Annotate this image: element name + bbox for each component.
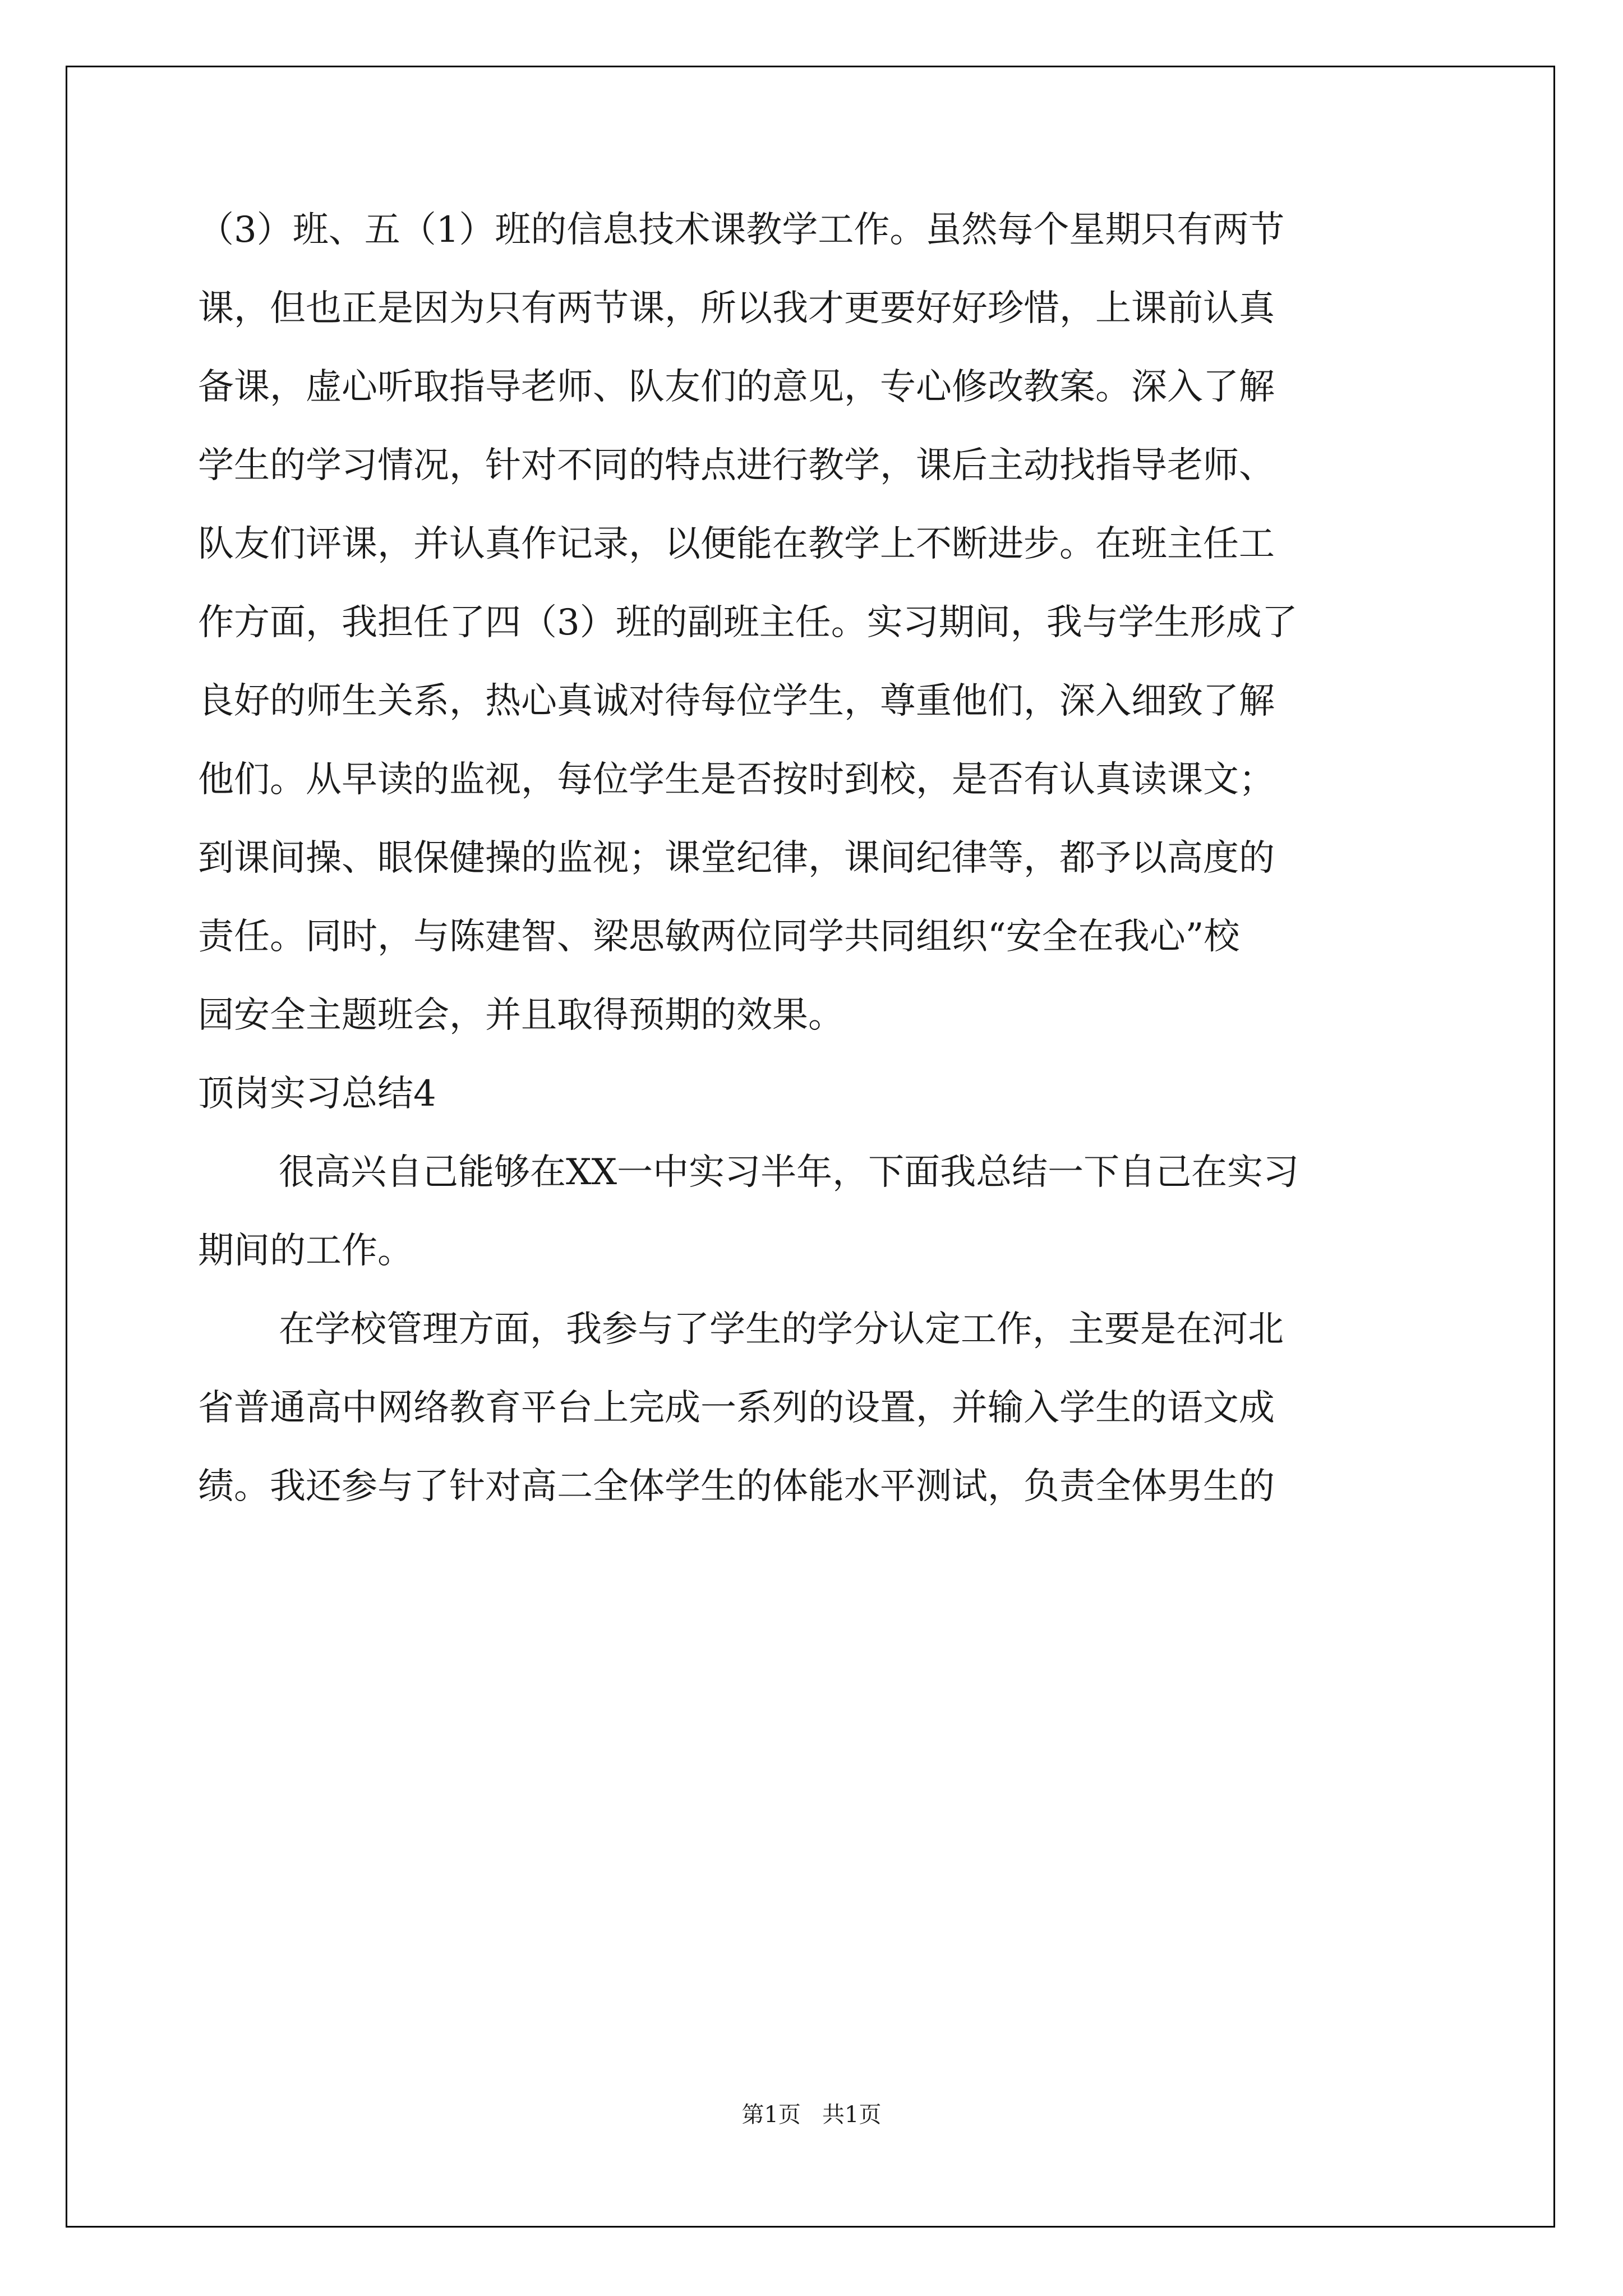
body-line: 绩。我还参与了针对高二全体学生的体能水平测试，负责全体男生的 <box>198 1466 1275 1507</box>
body-line: 队友们评课，并认真作记录，以便能在教学上不断进步。在班主任工 <box>198 523 1275 565</box>
page-number: 第1页 共1页 <box>741 2102 882 2128</box>
body-line: 园安全主题班会，并且取得预期的效果。 <box>198 995 844 1036</box>
body-line: 到课间操、眼保健操的监视；课堂纪律，课间纪律等，都予以高度的 <box>198 838 1275 879</box>
section-heading: 顶岗实习总结4 <box>198 1073 436 1115</box>
body-line: 很高兴自己能够在XX一中实习半年，下面我总结一下自己在实习 <box>279 1152 1299 1193</box>
body-line: 学生的学习情况，针对不同的特点进行教学，课后主动找指导老师、 <box>198 445 1275 486</box>
body-line: 他们。从早读的监视，每位学生是否按时到校，是否有认真读课文； <box>198 759 1275 800</box>
body-line: 作方面，我担任了四（3）班的副班主任。实习期间，我与学生形成了 <box>198 602 1298 643</box>
body-line: （3）班、五（1）班的信息技术课教学工作。虽然每个星期只有两节 <box>198 209 1285 251</box>
body-line: 备课，虚心听取指导老师、队友们的意见，专心修改教案。深入了解 <box>198 366 1275 408</box>
body-line: 良好的师生关系，热心真诚对待每位学生，尊重他们，深入细致了解 <box>198 680 1275 722</box>
body-line: 在学校管理方面，我参与了学生的学分认定工作，主要是在河北 <box>279 1309 1284 1350</box>
body-line: 课，但也正是因为只有两节课，所以我才更要好好珍惜，上课前认真 <box>198 288 1275 329</box>
body-line: 期间的工作。 <box>198 1230 413 1272</box>
body-line: 责任。同时，与陈建智、梁思敏两位同学共同组织“安全在我心”校 <box>198 916 1240 958</box>
body-line: 省普通高中网络教育平台上完成一系列的设置，并输入学生的语文成 <box>198 1387 1275 1429</box>
